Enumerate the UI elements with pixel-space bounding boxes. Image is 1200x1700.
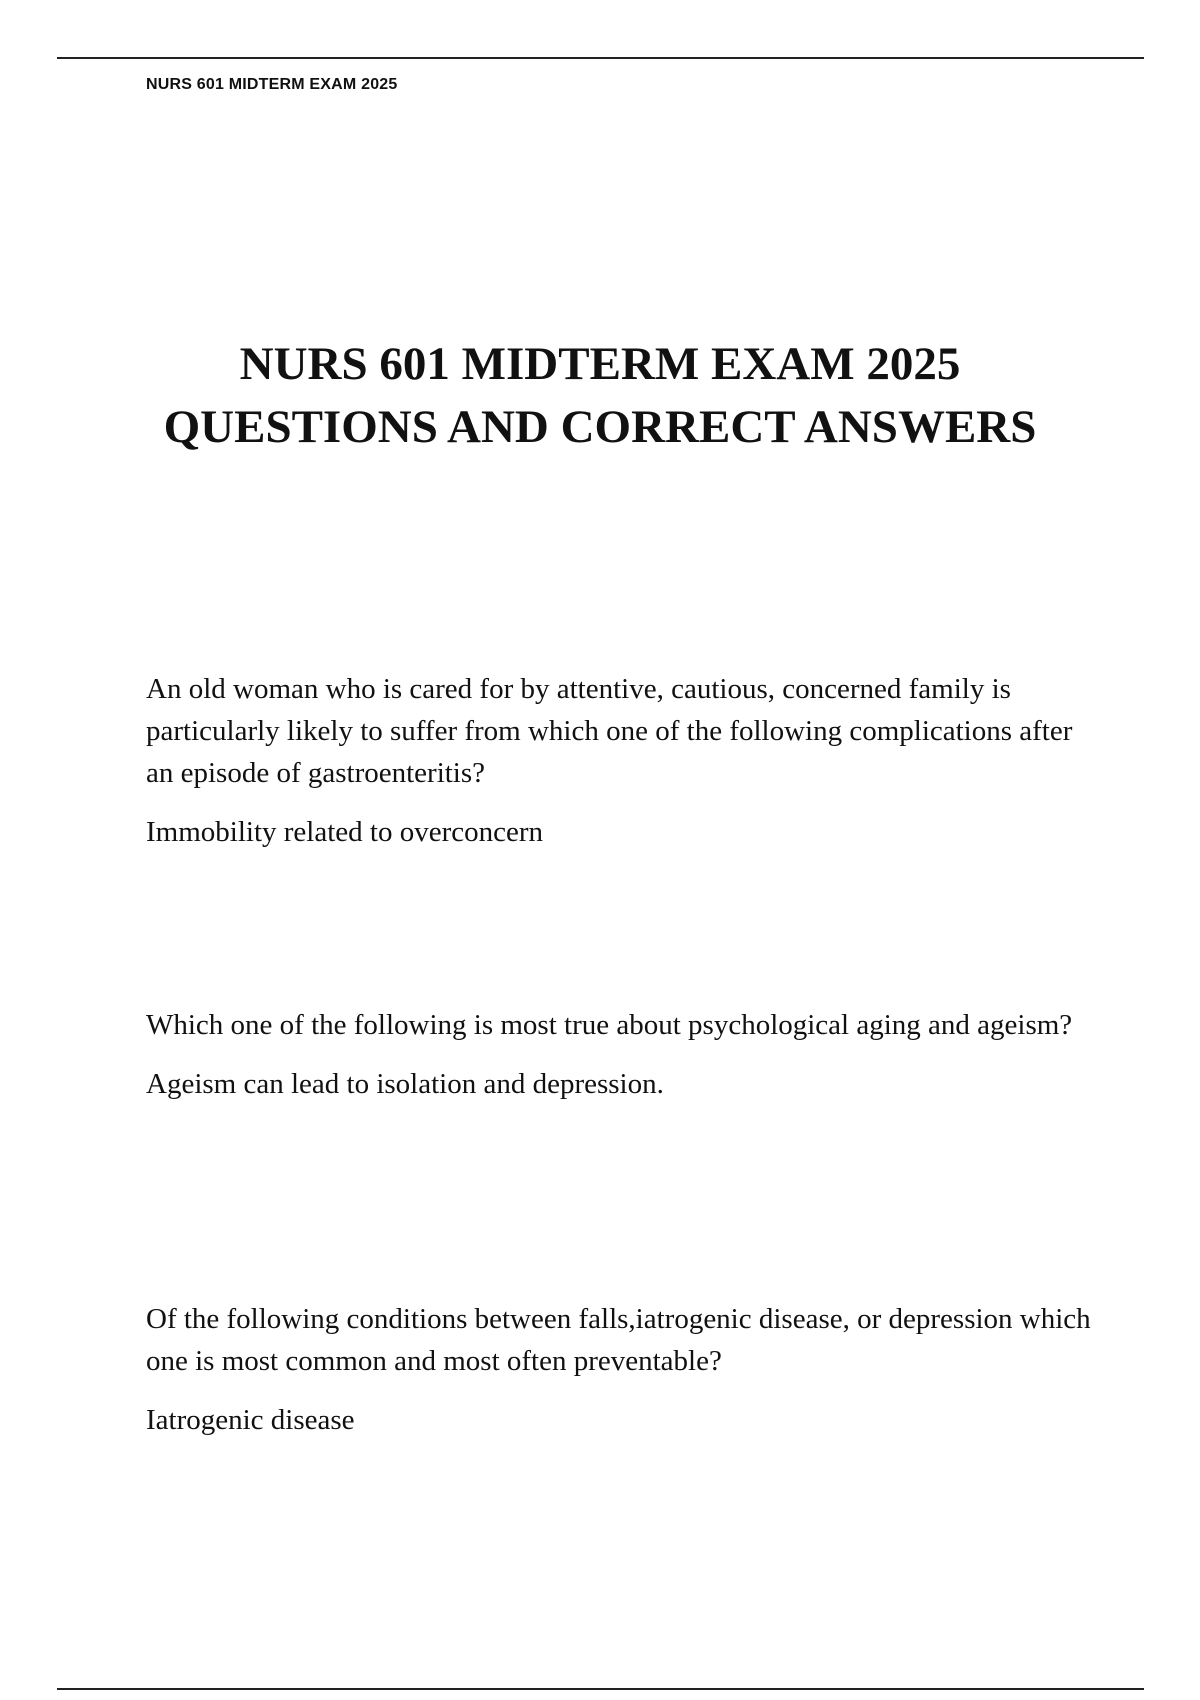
running-header: NURS 601 MIDTERM EXAM 2025 xyxy=(146,76,398,93)
answer-text: Iatrogenic disease xyxy=(146,1404,355,1436)
document-title xyxy=(100,333,1100,459)
qa-item xyxy=(146,1004,1106,1105)
title-line-1: NURS 601 MIDTERM EXAM 2025 xyxy=(239,338,961,390)
footer-divider xyxy=(57,1688,1144,1690)
answer-text: Immobility related to overconcern xyxy=(146,816,543,848)
qa-item xyxy=(146,1298,1106,1441)
answer-text: Ageism can lead to isolation and depression. xyxy=(146,1068,664,1100)
question-text: An old woman who is cared for by attentive, cautious, concerned family is particularly likely to suffer from which one of the following complications after an episode of gastroenteritis? xyxy=(146,673,1073,789)
question-text: Which one of the following is most true about psychological aging and ageism? xyxy=(146,1009,1073,1041)
qa-item xyxy=(146,668,1106,853)
title-line-2: QUESTIONS AND CORRECT ANSWERS xyxy=(163,401,1037,453)
question-text: Of the following conditions between falls,iatrogenic disease, or depression which one is most common and most often preventable? xyxy=(146,1303,1091,1377)
header-divider xyxy=(57,57,1144,59)
